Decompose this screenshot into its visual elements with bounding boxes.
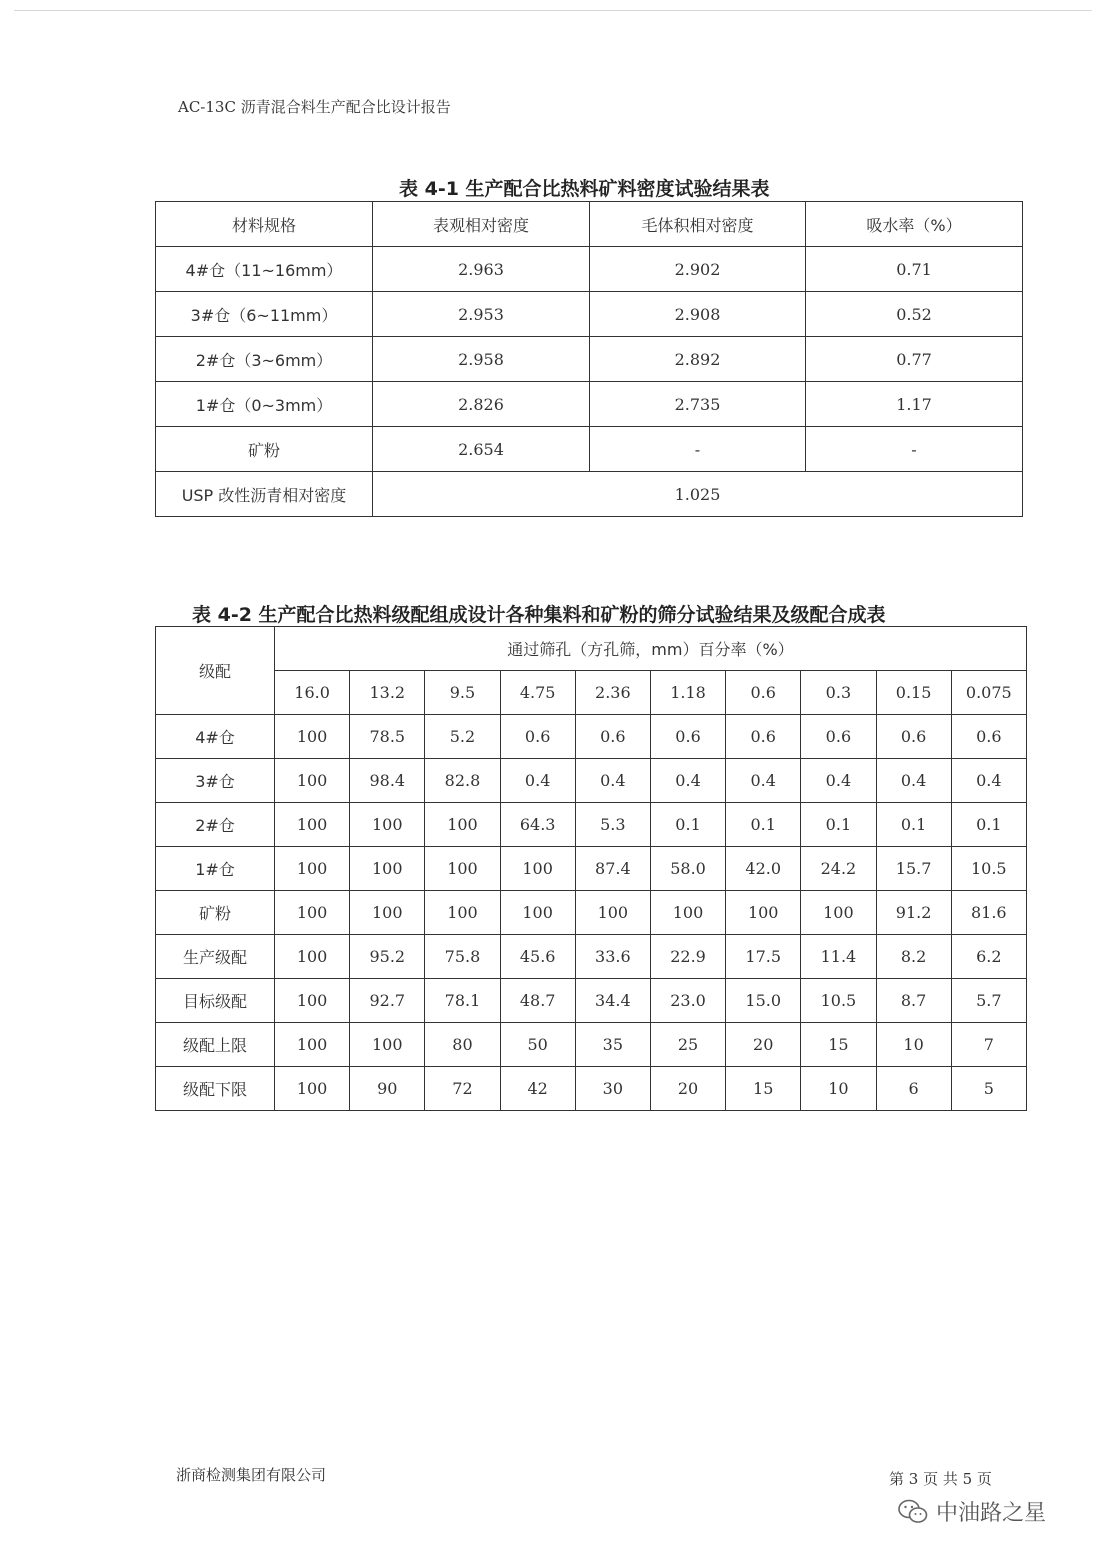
table1-cell: 2.902: [590, 247, 806, 292]
table2-cell: 34.4: [575, 979, 650, 1023]
table2-row: [156, 935, 1027, 979]
table2-cell: 0.6: [801, 715, 876, 759]
table2-row: [156, 891, 1027, 935]
table2-cell: 100: [350, 891, 425, 935]
table1-header-cell: 吸水率（%）: [806, 202, 1023, 247]
table2-cell: 50: [500, 1023, 575, 1067]
table2-cell: 22.9: [650, 935, 725, 979]
table1-cell: 2.654: [373, 427, 590, 472]
binder-density-label: USP 改性沥青相对密度: [156, 472, 373, 517]
table2-row: [156, 1023, 1027, 1067]
table2-row: [156, 759, 1027, 803]
table2-cell: 15.0: [726, 979, 801, 1023]
table2-cell: 42: [500, 1067, 575, 1111]
table1-header-cell: 毛体积相对密度: [590, 202, 806, 247]
sieve-size-cell: 16.0: [275, 671, 350, 715]
table1-title: 表 4-1 生产配合比热料矿料密度试验结果表: [399, 178, 770, 200]
table2-cell: 0.4: [726, 759, 801, 803]
table2-cell: 10: [801, 1067, 876, 1111]
table2-cell: 5.2: [425, 715, 500, 759]
table1-header-cell: 表观相对密度: [373, 202, 590, 247]
sieve-size-cell: 0.15: [876, 671, 951, 715]
table2-cell: 0.1: [951, 803, 1026, 847]
sieve-size-cell: 1.18: [650, 671, 725, 715]
wechat-icon: [898, 1499, 928, 1525]
table2-cell: 100: [500, 847, 575, 891]
table2-cell: 80: [425, 1023, 500, 1067]
table2-cell: 25: [650, 1023, 725, 1067]
table2-cell: 64.3: [500, 803, 575, 847]
table2-cell: 0.6: [575, 715, 650, 759]
table2-row: [156, 979, 1027, 1023]
table2-row-label: 级配上限: [156, 1023, 275, 1067]
table2-cell: 5.7: [951, 979, 1026, 1023]
table2-cell: 87.4: [575, 847, 650, 891]
table2-cell: 100: [275, 803, 350, 847]
table1-header-cell: 材料规格: [156, 202, 373, 247]
table2-cell: 0.4: [575, 759, 650, 803]
table2-cell: 15: [726, 1067, 801, 1111]
table2-row-label: 矿粉: [156, 891, 275, 935]
table2-row: [156, 803, 1027, 847]
binder-density-value: 1.025: [373, 472, 1023, 517]
table1-row-label: 4#仓（11~16mm）: [156, 247, 373, 292]
table2-cell: 82.8: [425, 759, 500, 803]
table2-cell: 15: [801, 1023, 876, 1067]
table2-cell: 17.5: [726, 935, 801, 979]
table2-cell: 91.2: [876, 891, 951, 935]
table2-cell: 7: [951, 1023, 1026, 1067]
table2-cell: 0.4: [650, 759, 725, 803]
table2-cell: 0.6: [726, 715, 801, 759]
table1-row: [156, 247, 1023, 292]
density-table: [155, 201, 1023, 517]
table2-row-label: 2#仓: [156, 803, 275, 847]
table1-cell: 2.826: [373, 382, 590, 427]
table1-cell: 2.892: [590, 337, 806, 382]
table2-row: [156, 847, 1027, 891]
table2-cell: 78.5: [350, 715, 425, 759]
table1-cell: -: [806, 427, 1023, 472]
table2-cell: 100: [726, 891, 801, 935]
scan-top-line: [14, 10, 1092, 11]
table1-row: [156, 337, 1023, 382]
table2-row-label: 生产级配: [156, 935, 275, 979]
table2-cell: 0.4: [500, 759, 575, 803]
table2-cell: 0.4: [876, 759, 951, 803]
table2-cell: 24.2: [801, 847, 876, 891]
sieve-size-cell: 0.075: [951, 671, 1026, 715]
table2-cell: 90: [350, 1067, 425, 1111]
table2-cell: 100: [575, 891, 650, 935]
table2-cell: 100: [275, 935, 350, 979]
table1-row-label: 2#仓（3~6mm）: [156, 337, 373, 382]
table2-cell: 0.1: [726, 803, 801, 847]
table2-cell: 100: [500, 891, 575, 935]
table2-row-label: 级配下限: [156, 1067, 275, 1111]
table2-cell: 10.5: [801, 979, 876, 1023]
table2-cell: 100: [275, 759, 350, 803]
table1-cell: 2.958: [373, 337, 590, 382]
table2-cell: 95.2: [350, 935, 425, 979]
table2-cell: 33.6: [575, 935, 650, 979]
table2-cell: 5: [951, 1067, 1026, 1111]
table2-group-header: 通过筛孔（方孔筛，mm）百分率（%）: [275, 627, 1027, 671]
table2-cell: 58.0: [650, 847, 725, 891]
table1-cell: 2.735: [590, 382, 806, 427]
table1-binder-row: [156, 472, 1023, 517]
table2-cell: 100: [350, 847, 425, 891]
table2-cell: 81.6: [951, 891, 1026, 935]
sieve-size-cell: 9.5: [425, 671, 500, 715]
table2-cell: 100: [275, 1067, 350, 1111]
table2-cell: 0.1: [801, 803, 876, 847]
table2-row: [156, 715, 1027, 759]
table2-cell: 6: [876, 1067, 951, 1111]
table2-cell: 100: [425, 891, 500, 935]
table2-cell: 100: [425, 803, 500, 847]
table2-row-header: 级配: [156, 627, 275, 715]
table2-cell: 100: [275, 979, 350, 1023]
table2-cell: 48.7: [500, 979, 575, 1023]
table2-title: 表 4-2 生产配合比热料级配组成设计各种集料和矿粉的筛分试验结果及级配合成表: [192, 604, 886, 626]
table2-cell: 10: [876, 1023, 951, 1067]
table1-cell: -: [590, 427, 806, 472]
footer-company: 浙商检测集团有限公司: [176, 1466, 327, 1484]
table2-cell: 35: [575, 1023, 650, 1067]
table2-cell: 0.1: [650, 803, 725, 847]
table1-cell: 2.953: [373, 292, 590, 337]
table1-cell: 2.963: [373, 247, 590, 292]
table2-cell: 98.4: [350, 759, 425, 803]
table2-cell: 0.6: [500, 715, 575, 759]
table1-row-label: 1#仓（0~3mm）: [156, 382, 373, 427]
table2-cell: 5.3: [575, 803, 650, 847]
table2-cell: 30: [575, 1067, 650, 1111]
table2-cell: 100: [801, 891, 876, 935]
sieve-size-cell: 4.75: [500, 671, 575, 715]
table2-cell: 8.7: [876, 979, 951, 1023]
sieve-size-cell: 13.2: [350, 671, 425, 715]
table2-cell: 0.1: [876, 803, 951, 847]
watermark-text: 中油路之星: [936, 1501, 1047, 1526]
table2-cell: 15.7: [876, 847, 951, 891]
table1-header-row: [156, 202, 1023, 247]
table2-cell: 0.6: [650, 715, 725, 759]
table2-cell: 45.6: [500, 935, 575, 979]
table2-cell: 100: [350, 803, 425, 847]
table1-cell: 0.71: [806, 247, 1023, 292]
table1-cell: 2.908: [590, 292, 806, 337]
report-header: AC-13C 沥青混合料生产配合比设计报告: [178, 98, 451, 116]
table1-row-label: 矿粉: [156, 427, 373, 472]
table2-group-header-row: [156, 627, 1027, 671]
table2-cell: 72: [425, 1067, 500, 1111]
table2-sieve-row: [156, 671, 1027, 715]
table2-cell: 100: [275, 891, 350, 935]
watermark: [898, 1496, 1046, 1527]
table2-row-label: 1#仓: [156, 847, 275, 891]
gradation-table: [155, 626, 1027, 1111]
table2-row-label: 3#仓: [156, 759, 275, 803]
table2-cell: 92.7: [350, 979, 425, 1023]
table2-cell: 23.0: [650, 979, 725, 1023]
table2-cell: 0.6: [951, 715, 1026, 759]
table1-row: [156, 382, 1023, 427]
table2-row-label: 目标级配: [156, 979, 275, 1023]
table1-row: [156, 427, 1023, 472]
sieve-size-cell: 2.36: [575, 671, 650, 715]
table2-cell: 100: [275, 1023, 350, 1067]
sieve-size-cell: 0.6: [726, 671, 801, 715]
table2-cell: 100: [425, 847, 500, 891]
table2-cell: 0.6: [876, 715, 951, 759]
page-number: 第 3 页 共 5 页: [889, 1470, 992, 1488]
table2-cell: 20: [726, 1023, 801, 1067]
table2-row: [156, 1067, 1027, 1111]
table2-cell: 6.2: [951, 935, 1026, 979]
table2-cell: 100: [350, 1023, 425, 1067]
table2-cell: 8.2: [876, 935, 951, 979]
table2-cell: 11.4: [801, 935, 876, 979]
table2-cell: 100: [650, 891, 725, 935]
table2-cell: 75.8: [425, 935, 500, 979]
table2-cell: 10.5: [951, 847, 1026, 891]
table2-cell: 0.4: [801, 759, 876, 803]
table2-cell: 0.4: [951, 759, 1026, 803]
table1-row: [156, 292, 1023, 337]
table2-cell: 100: [275, 847, 350, 891]
table1-row-label: 3#仓（6~11mm）: [156, 292, 373, 337]
table2-row-label: 4#仓: [156, 715, 275, 759]
sieve-size-cell: 0.3: [801, 671, 876, 715]
table2-cell: 100: [275, 715, 350, 759]
table2-cell: 78.1: [425, 979, 500, 1023]
table1-cell: 0.52: [806, 292, 1023, 337]
table1-cell: 0.77: [806, 337, 1023, 382]
table2-cell: 42.0: [726, 847, 801, 891]
table2-cell: 20: [650, 1067, 725, 1111]
table1-cell: 1.17: [806, 382, 1023, 427]
